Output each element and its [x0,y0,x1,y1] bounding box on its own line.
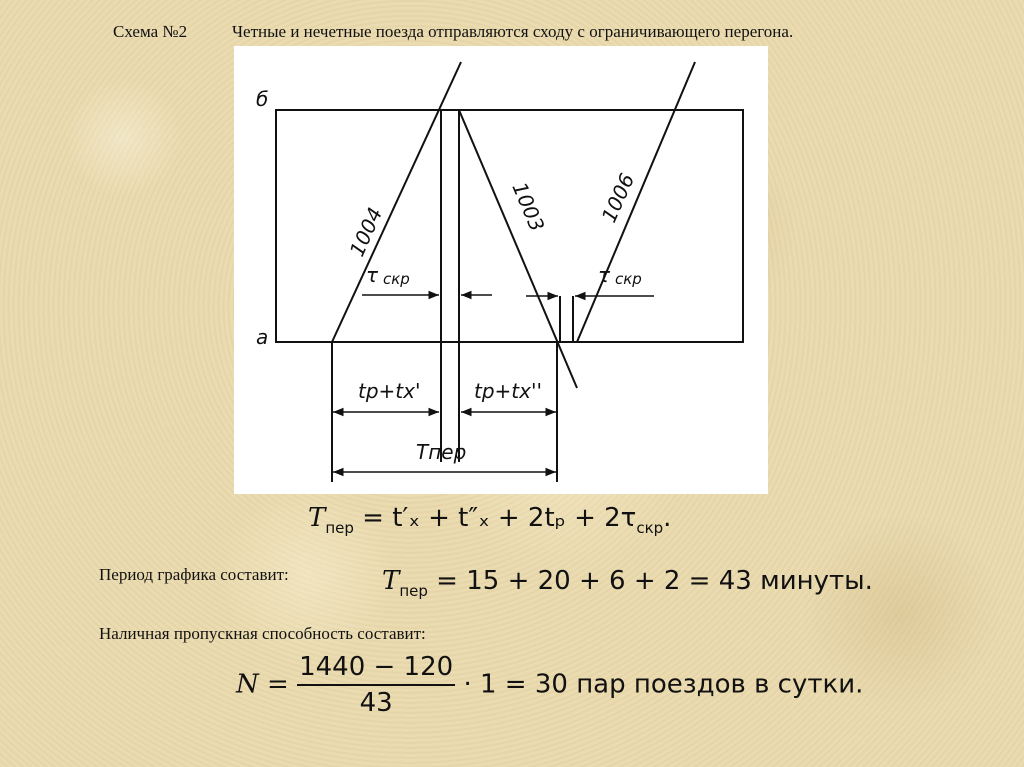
tau-right-symbol: τ [598,263,611,287]
tau-right-sub: скр [615,270,642,288]
interval-left-label: tp+tx' [358,379,421,403]
period-value-formula [382,566,873,600]
station-a-label: а [256,325,269,349]
tau-left-sub: скр [383,270,410,288]
train-1004-label: 1004 [344,203,388,261]
train-1003-label: 1003 [507,178,550,235]
tau-left-symbol: τ [366,263,379,287]
scheme-description: Четные и нечетные поезда отправляются сходу с ограничивающего перегона. [232,22,794,41]
period-label: Tпер [416,440,467,464]
capacity-formula [236,652,863,724]
train-graph-svg [234,46,768,494]
station-b-label: б [256,87,269,111]
capacity-tail: · 1 = 30 пар поездов в сутки. [463,669,864,700]
tau-sub: скр [636,519,664,537]
period-caption: Период графика составит: [99,565,289,584]
section-rectangle [276,110,743,342]
train-1003-line [459,110,577,388]
capacity-caption: Наличная пропускная способность составит: [99,624,426,643]
period-t-symbol: T [382,566,400,596]
tper-rhs: = t′ₓ + t″ₓ + 2tₚ + 2τ [362,503,637,533]
tper-symbol: T [308,503,326,533]
tper-sub: пер [325,519,354,537]
capacity-fraction [297,652,455,718]
train-1006-line [577,62,695,342]
period-expression: = 15 + 20 + 6 + 2 = 43 минуты. [436,566,873,596]
scheme-label: Схема №2 [113,22,188,41]
period-t-sub: пер [399,582,428,600]
tper-trail: . [663,503,672,533]
interval-right-label: tp+tx'' [474,379,542,403]
train-1006-label: 1006 [596,169,640,227]
capacity-lhs: N = [236,669,289,700]
capacity-numerator: 1440 − 120 [297,652,455,686]
capacity-denominator: 43 [359,688,393,718]
period-formula-general [308,503,672,537]
train-graph-diagram [234,46,768,494]
